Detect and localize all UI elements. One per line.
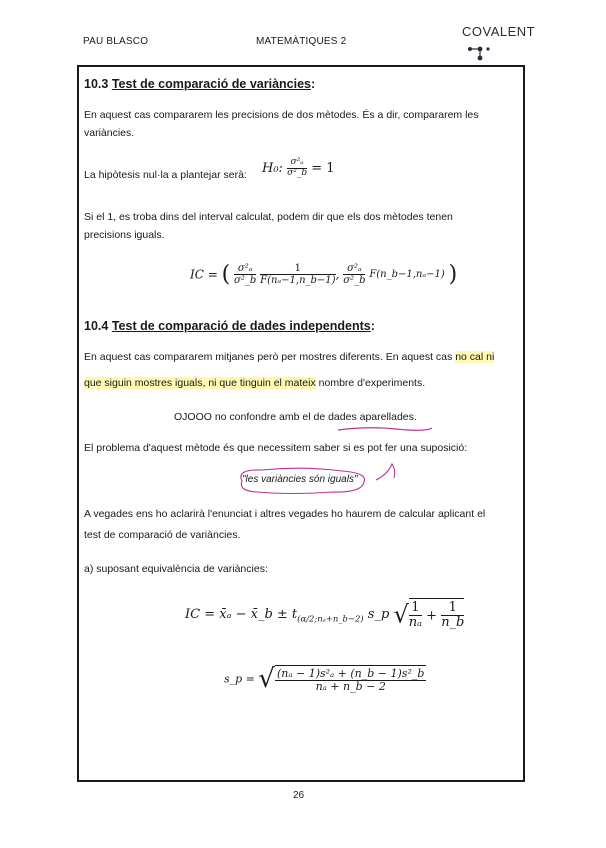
p-10-3-line2: variàncies. (84, 127, 135, 139)
ic2-radicand (409, 598, 465, 631)
ic2-frac-b (441, 601, 464, 631)
ic-comma: , (335, 267, 340, 282)
ic2-sp: s_p (367, 606, 390, 622)
p-10-3-line1: En aquest cas compararem les precisions de dos mètodes. És a dir, compararem les (84, 109, 479, 121)
p-10-4-line2-text: nombre d'experiments. (318, 377, 426, 389)
header-subject: MATEMÀTIQUES 2 (256, 36, 347, 47)
p2-10-3-line1: Si el 1, es troba dins del interval calculat, podem dir que els dos mètodes tenen (84, 211, 453, 223)
covalent-logo (462, 22, 542, 62)
p3-10-4-line1: A vegades ens ho aclarirà l'enunciat i altres vegades ho haurem de calcular aplicant el (84, 508, 486, 520)
p-10-4-line1-text: En aquest cas compararem mitjanes però per mostres diferents. En aquest cas (84, 351, 453, 363)
ic-lhs: IC = (190, 267, 218, 282)
ic2-frac-a (409, 601, 422, 631)
ic-frac-1-num: σ²ₐ (234, 263, 256, 275)
ic-frac-2-den: F(nₐ−1,n_b−1) (260, 275, 336, 286)
h0-rhs: = 1 (311, 160, 335, 176)
case-a-label: a) suposant equivalència de variàncies: (84, 563, 268, 575)
h0-fraction (287, 158, 307, 179)
ic-f-term: F(n_b−1,nₐ−1) (369, 269, 445, 280)
section-10-3-heading (84, 77, 315, 91)
page-number: 26 (293, 790, 305, 801)
ic-frac-2-num: 1 (260, 263, 335, 275)
bubble-tail (374, 456, 414, 496)
hypothesis-text: La hipòtesis nul·la a plantejar serà: (84, 169, 247, 181)
ic-frac-1-den: σ²_b (234, 275, 257, 286)
bubble-text: "les variàncies són iguals" (242, 474, 358, 485)
p2-10-4: El problema d'aquest mètode és que necessitem saber si es pot fer una suposició: (84, 442, 468, 454)
p-10-4-line2 (84, 376, 425, 390)
ic-frac-2 (260, 263, 335, 286)
heading-colon: : (311, 77, 316, 91)
p3-10-4-line2: test de comparació de variàncies. (84, 529, 241, 541)
header-author: PAU BLASCO (83, 36, 149, 47)
h0-numerator: σ²ₐ (287, 158, 307, 169)
ic2-lhs: IC = x̄ₐ − x̄_b ± t (185, 606, 298, 622)
sp-numerator: (nₐ − 1)s²ₐ + (n_b − 1)s²_b (276, 666, 425, 680)
ic-frac-3-num: σ²ₐ (343, 263, 365, 275)
section-title: Test de comparació de dades independents (111, 319, 371, 333)
highlight-no-cal-ni: no cal ni (455, 351, 495, 363)
heading-colon: : (370, 319, 375, 333)
p2-10-3-line2: precisions iguals. (84, 229, 165, 241)
ic2-t-subscript: (α/2;nₐ+n_b−2) (297, 613, 364, 624)
logo-text: COVALENT (462, 24, 536, 39)
ojo-note: OJOOO no confondre amb el de dades aparellades. (174, 411, 417, 423)
section-number: 10.3 (84, 77, 109, 91)
ic-variance-formula: IC = ( $\frac{\text{σ²ₐ}}{\text{σ²\_b}}$ $\frac{1}{\text{F(nₐ−1,n\_b−1)}}$ , $\frac{\text{σ²ₐ}}{\text{σ²\_b}}$ F(n_b−1,nₐ−1) ) (190, 262, 458, 287)
ic2-frac-b-num: 1 (441, 601, 464, 616)
ic-means-formula: IC = x̄ₐ − x̄_b ± $t_{(\alpha/2;n_a+n\_b-2)}$ s_p √ $\frac{1}{\text{nₐ}}$ + $\frac{1}{n\_b}$ (185, 600, 465, 631)
h0-denominator: σ²_b (287, 167, 308, 178)
ic2-plus: + (426, 608, 438, 624)
section-title: Test de comparació de variàncies (111, 77, 311, 91)
sp-radicand (275, 665, 426, 693)
h0-formula (262, 158, 335, 179)
sp-fraction (275, 668, 426, 693)
section-number: 10.4 (84, 319, 109, 333)
section-10-4-heading (84, 319, 375, 333)
ic-frac-3 (343, 263, 365, 286)
sp-lhs: s_p = (224, 672, 255, 686)
h0-label: H₀: (262, 160, 283, 176)
ic2-frac-a-den: nₐ (408, 615, 422, 631)
ic-frac-3-den: σ²_b (343, 275, 366, 286)
pen-underline (336, 424, 436, 436)
highlight-que-siguin: que siguin mostres iguals, ni que tinguin el mateix (84, 377, 316, 389)
ic2-frac-b-den: n_b (441, 615, 465, 631)
sp-denominator: nₐ + n_b − 2 (315, 680, 386, 693)
ic2-frac-a-num: 1 (409, 601, 422, 616)
p-10-4-line1 (84, 350, 494, 364)
ic-frac-1 (234, 263, 256, 286)
sp-formula: s_p = √ $\frac{\text{(nₐ − 1)s²ₐ + (n\_b − 1)s²\_b}}{\text{nₐ + n\_b − 2}}$ (224, 664, 425, 694)
molecule-icon (462, 22, 542, 62)
